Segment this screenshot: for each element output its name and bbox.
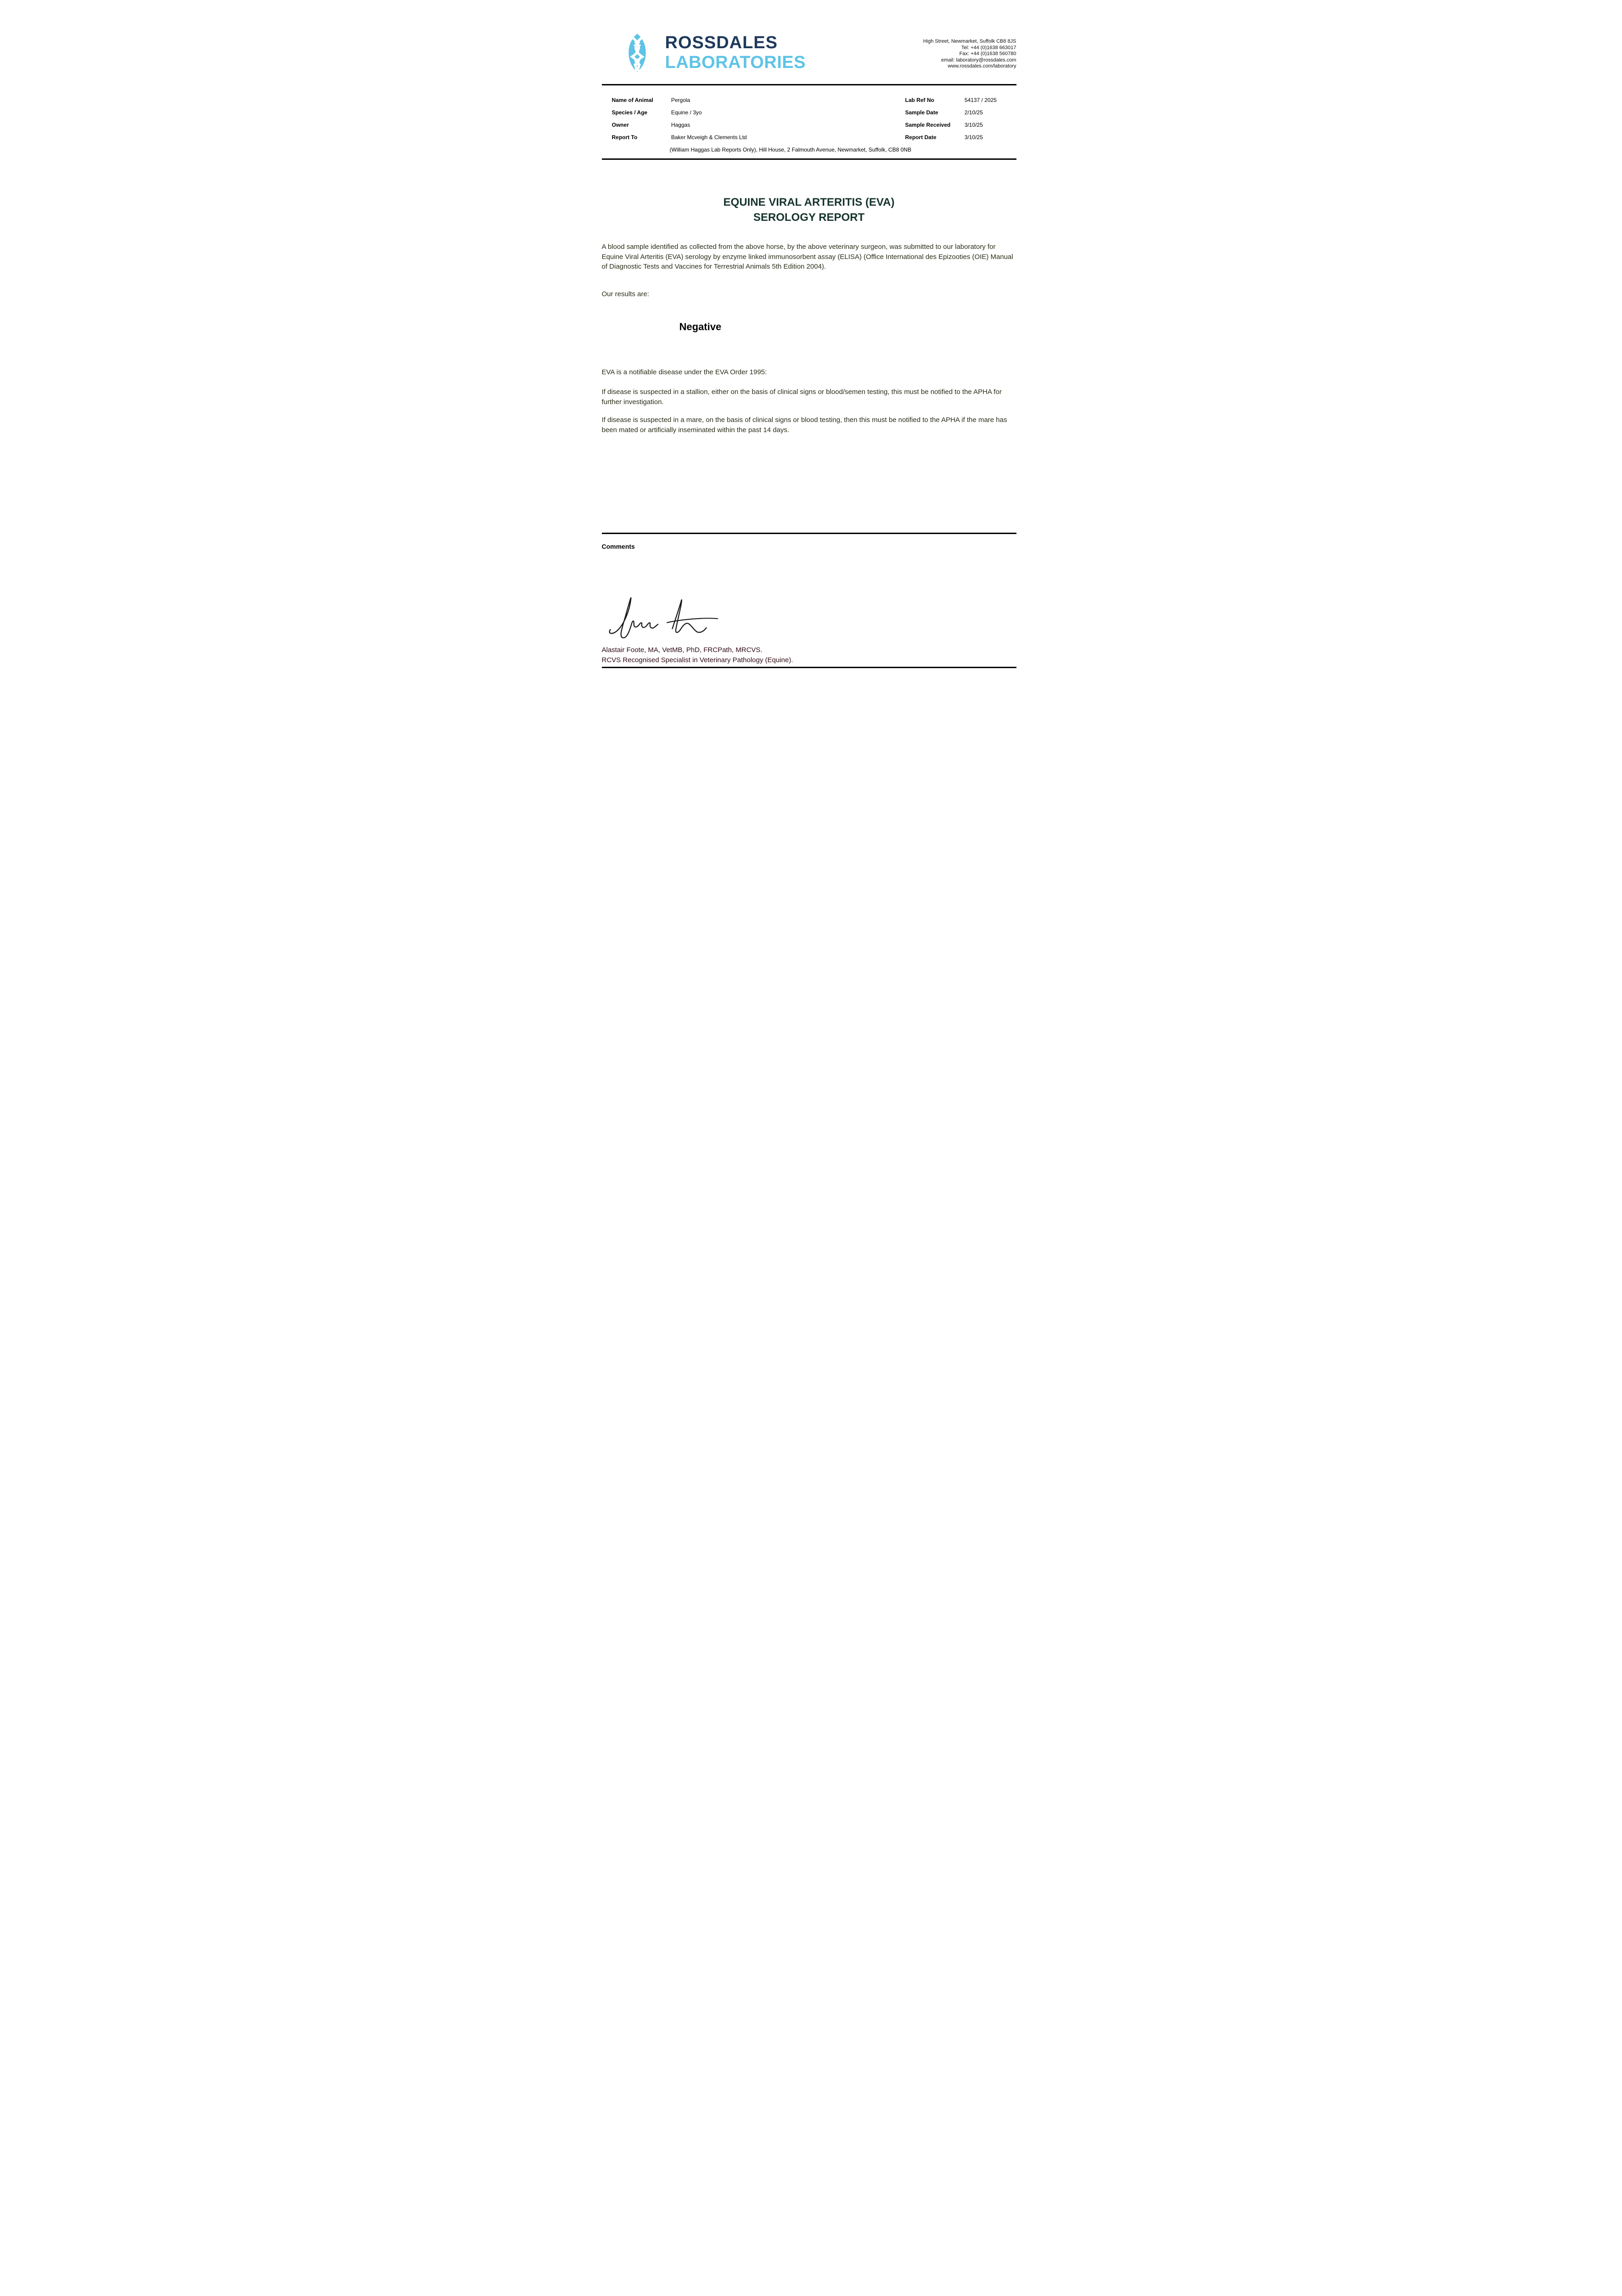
detail-row-report-to [612,134,747,146]
detail-value: 3/10/25 [964,122,983,128]
detail-value: Pergola [671,97,690,103]
detail-label: Sample Date [905,109,938,116]
comments-heading: Comments [601,543,635,550]
intro-paragraph: A blood sample identified as collected from the above horse, by the above veterinary surgeon, was submitted to our laboratory for Equine Viral Arteritis (EVA) serology by enzyme linked immunosorbent assay (ELISA) (Office International des Epizooties (OIE) Manual of Diagnostic Tests and Vaccines for Terrestrial Animals 5th Edition 2004). [601,243,1013,271]
comments-divider [602,533,1016,534]
detail-label: Report To [612,134,638,141]
detail-row-owner [612,122,747,134]
contact-tel: Tel: +44 (0)1638 663017 [961,45,1016,51]
contact-email: email: laboratory@rossdales.com [941,57,1016,63]
contact-address: High Street, Newmarket, Suffolk CB8 8JS [923,39,1016,44]
contact-fax: Fax: +44 (0)1638 560780 [959,51,1016,56]
results-intro: Our results are: [601,290,649,298]
report-title-line1: EQUINE VIRAL ARTERITIS (EVA) [723,196,895,208]
header-divider [602,84,1016,85]
signer-block [602,645,793,665]
detail-row-report-date [905,134,997,146]
detail-label: Sample Received [905,122,951,128]
details-left-column [612,97,747,146]
details-divider [602,158,1016,160]
logo-wordmark-line1: ROSSDALES [665,33,778,52]
notifiable-statement: EVA is a notifiable disease under the EVA Order 1995: [601,368,767,376]
report-title [602,195,1016,225]
contact-website: www.rossdales.com/laboratory [948,63,1016,69]
detail-value: 2/10/25 [964,109,983,116]
signer-name: Alastair Foote, MA, VetMB, PhD, FRCPath, MRCVS. [601,646,763,654]
footer-divider [602,667,1016,668]
detail-value: 54137 / 2025 [964,97,997,103]
detail-label: Report Date [905,134,937,141]
detail-row-lab-ref-no [905,97,997,109]
detail-row-name-of-animal [612,97,747,109]
result-value: Negative [679,321,722,332]
mare-note: If disease is suspected in a mare, on the basis of clinical signs or blood testing, then this must be notified to the APHA if the mare has been mated or artificially inseminated within the past 14 days. [601,416,1007,434]
logo-wordmark [665,34,806,71]
report-to-address: (William Haggas Lab Reports Only), Hill House, 2 Falmouth Avenue, Newmarket, Suffolk, CB8 0NB [669,146,911,153]
lab-report-page [568,0,1055,689]
detail-label: Owner [612,122,629,128]
detail-value: 3/10/25 [964,134,983,141]
logo-wordmark-line2: LABORATORIES [665,53,806,72]
detail-label: Lab Ref No [905,97,934,103]
detail-value: Haggas [671,122,690,128]
details-right-column [905,97,997,146]
detail-value: Baker Mcveigh & Clements Ltd [671,134,747,141]
signature-scrawl [605,595,747,638]
detail-row-sample-received [905,122,997,134]
stallion-note: If disease is suspected in a stallion, either on the basis of clinical signs or blood/semen testing, this must be notified to the APHA for further investigation. [601,388,1002,406]
signer-qualification: RCVS Recognised Specialist in Veterinary Pathology (Equine). [601,656,793,664]
detail-row-species-age [612,109,747,122]
contact-block [923,39,1016,70]
detail-label: Species / Age [612,109,648,116]
detail-value: Equine / 3yo [671,109,702,116]
detail-row-sample-date [905,109,997,122]
dna-helix-icon [619,33,655,73]
report-title-line2: SEROLOGY REPORT [753,211,865,224]
detail-label: Name of Animal [612,97,653,103]
